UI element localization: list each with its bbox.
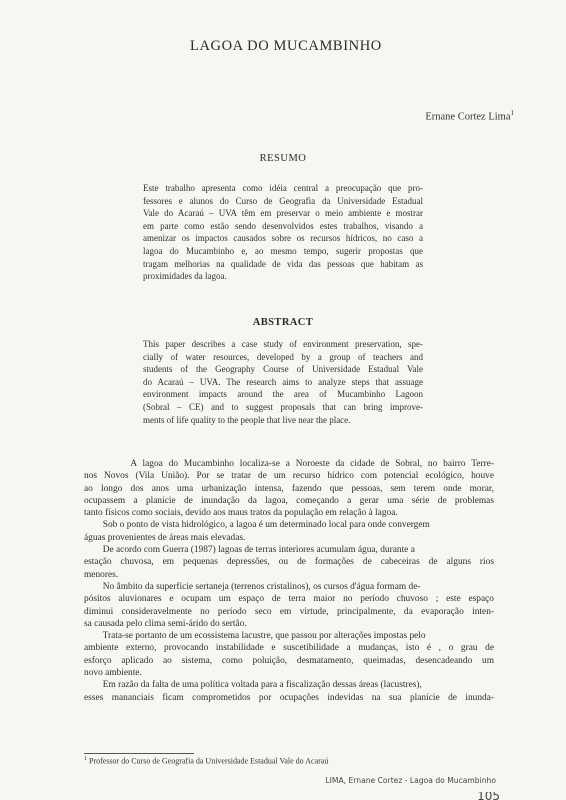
running-footer: LIMA, Ernane Cortez - Lagoa do Mucambinho	[325, 776, 496, 785]
footnote-marker: 1	[84, 756, 87, 762]
body-line: esforço aplicado ao sistema, como poluição, desmatamento, queimadas, desencadeando um	[84, 655, 494, 666]
body-line: estação chuvosa, em pequenas depressões, ou de formações de cabeceiras de alguns rios	[84, 557, 494, 568]
page-number: 105	[477, 792, 500, 800]
resumo-line: fessores e alunos do Curso de Geografia da Universidade Estadual	[143, 195, 423, 206]
footnote	[84, 756, 328, 766]
resumo-line: proximidades da lagoa.	[143, 271, 227, 282]
body-line: águas provenientes de áreas mais elevadas.	[84, 532, 246, 543]
article-title: LAGOA DO MUCAMBINHO	[190, 38, 382, 54]
footnote-divider	[84, 753, 194, 754]
body-line: tanto físicos como sociais, devido aos maus tratos da população em relação à lagoa.	[84, 508, 398, 519]
abstract-heading: ABSTRACT	[252, 317, 314, 328]
resumo-line: tragam melhorias na qualidade de vida das pessoas que habitam as	[143, 258, 423, 269]
body-line: esses mananciais ficam comprometidos por ocupações indevidas na sua planície de inunda-	[84, 692, 494, 703]
body-line: Trata-se portanto de um ecossistema lacustre, que passou por alterações impostas pelo	[84, 631, 426, 642]
body-line: diminui consideravelmente no período seco em virtude, principalmente, da evaporação inten-	[84, 606, 494, 617]
abstract-line: ments of life quality to the people that live near the place.	[143, 414, 351, 425]
body-line: A lagoa do Mucambinho localiza-se a Noroeste da cidade de Sobral, no bairro Terre-	[84, 459, 494, 469]
abstract-body	[143, 338, 423, 426]
footnote-text: Professor do Curso de Geografia da Universidade Estadual Vale do Acaraú	[89, 756, 329, 766]
abstract-line: (Sobral – CE) and to suggest proposals that can bring improve-	[143, 401, 423, 412]
body-line: nos Novos (Vila União). Por se tratar de um recurso hídrico com potencial ecológico, houve	[84, 471, 494, 482]
author-name-text: Ernane Cortez Lima	[425, 111, 511, 123]
body-line: ocupassem a planície de inundação da lagoa, começando a gerar uma série de problemas	[84, 495, 494, 506]
body-line: De acordo com Guerra (1987) lagoas de terras interiores acumulam água, durante a	[84, 545, 415, 556]
body-line: ao longo dos anos uma urbanização intensa, fazendo que pessoas, sem terem onde morar,	[84, 483, 494, 494]
body-text	[84, 458, 494, 704]
resumo-line: amenizar os impactos causados sobre os recursos hídricos, no caso a	[143, 233, 423, 244]
body-line: menores.	[84, 569, 119, 580]
resumo-line: Este trabalho apresenta como idéia central a preocupação que pro-	[143, 183, 423, 193]
abstract-line: This paper describes a case study of environment preservation, spe-	[143, 339, 423, 349]
resumo-line: em parte como estão sendo desenvolvidos estes trabalhos, visando a	[143, 220, 423, 231]
abstract-line: environment impacts around the area of Mucambinho Lagoon	[143, 389, 423, 400]
body-line: novo ambiente.	[84, 668, 142, 679]
author-footnote-marker: 1	[510, 109, 514, 117]
body-line: Em razão da falta de uma política voltada para a fiscalização dessas áreas (lacustres),	[84, 680, 422, 691]
body-line: sa causada pelo clima semi-árido do sertão.	[84, 618, 247, 629]
abstract-line: students of the Geography Course of Universidade Estadual Vale	[143, 364, 423, 375]
body-line: Sob o ponto de vista hidrológico, a lagoa é um determinado local para onde convergem	[84, 520, 430, 531]
abstract-line: do Acaraú – UVA. The research aims to analyze steps that assuage	[143, 376, 423, 387]
abstract-line: cially of water resources, developed by a group of teachers and	[143, 351, 423, 362]
resumo-line: lagoa do Mucambinho e, ao mesmo tempo, sugerir propostas que	[143, 245, 423, 256]
resumo-body	[143, 182, 423, 283]
resumo-heading: RESUMO	[259, 153, 307, 164]
body-line: pósitos aluvionares e ocupam um espaço de terra maior no período chuvoso ; este espaço	[84, 594, 494, 605]
body-line: ambiente externo, provocando instabilidade e suscetibilidade a mudanças, isto é , o grau de	[84, 643, 494, 654]
body-line: No âmbito da superfície sertaneja (terrenos cristalinos), os cursos d'água formam de-	[84, 581, 421, 592]
author-name	[425, 109, 514, 123]
resumo-line: Vale do Acaraú – UVA têm em preservar o meio ambiente e mostrar	[143, 208, 423, 219]
